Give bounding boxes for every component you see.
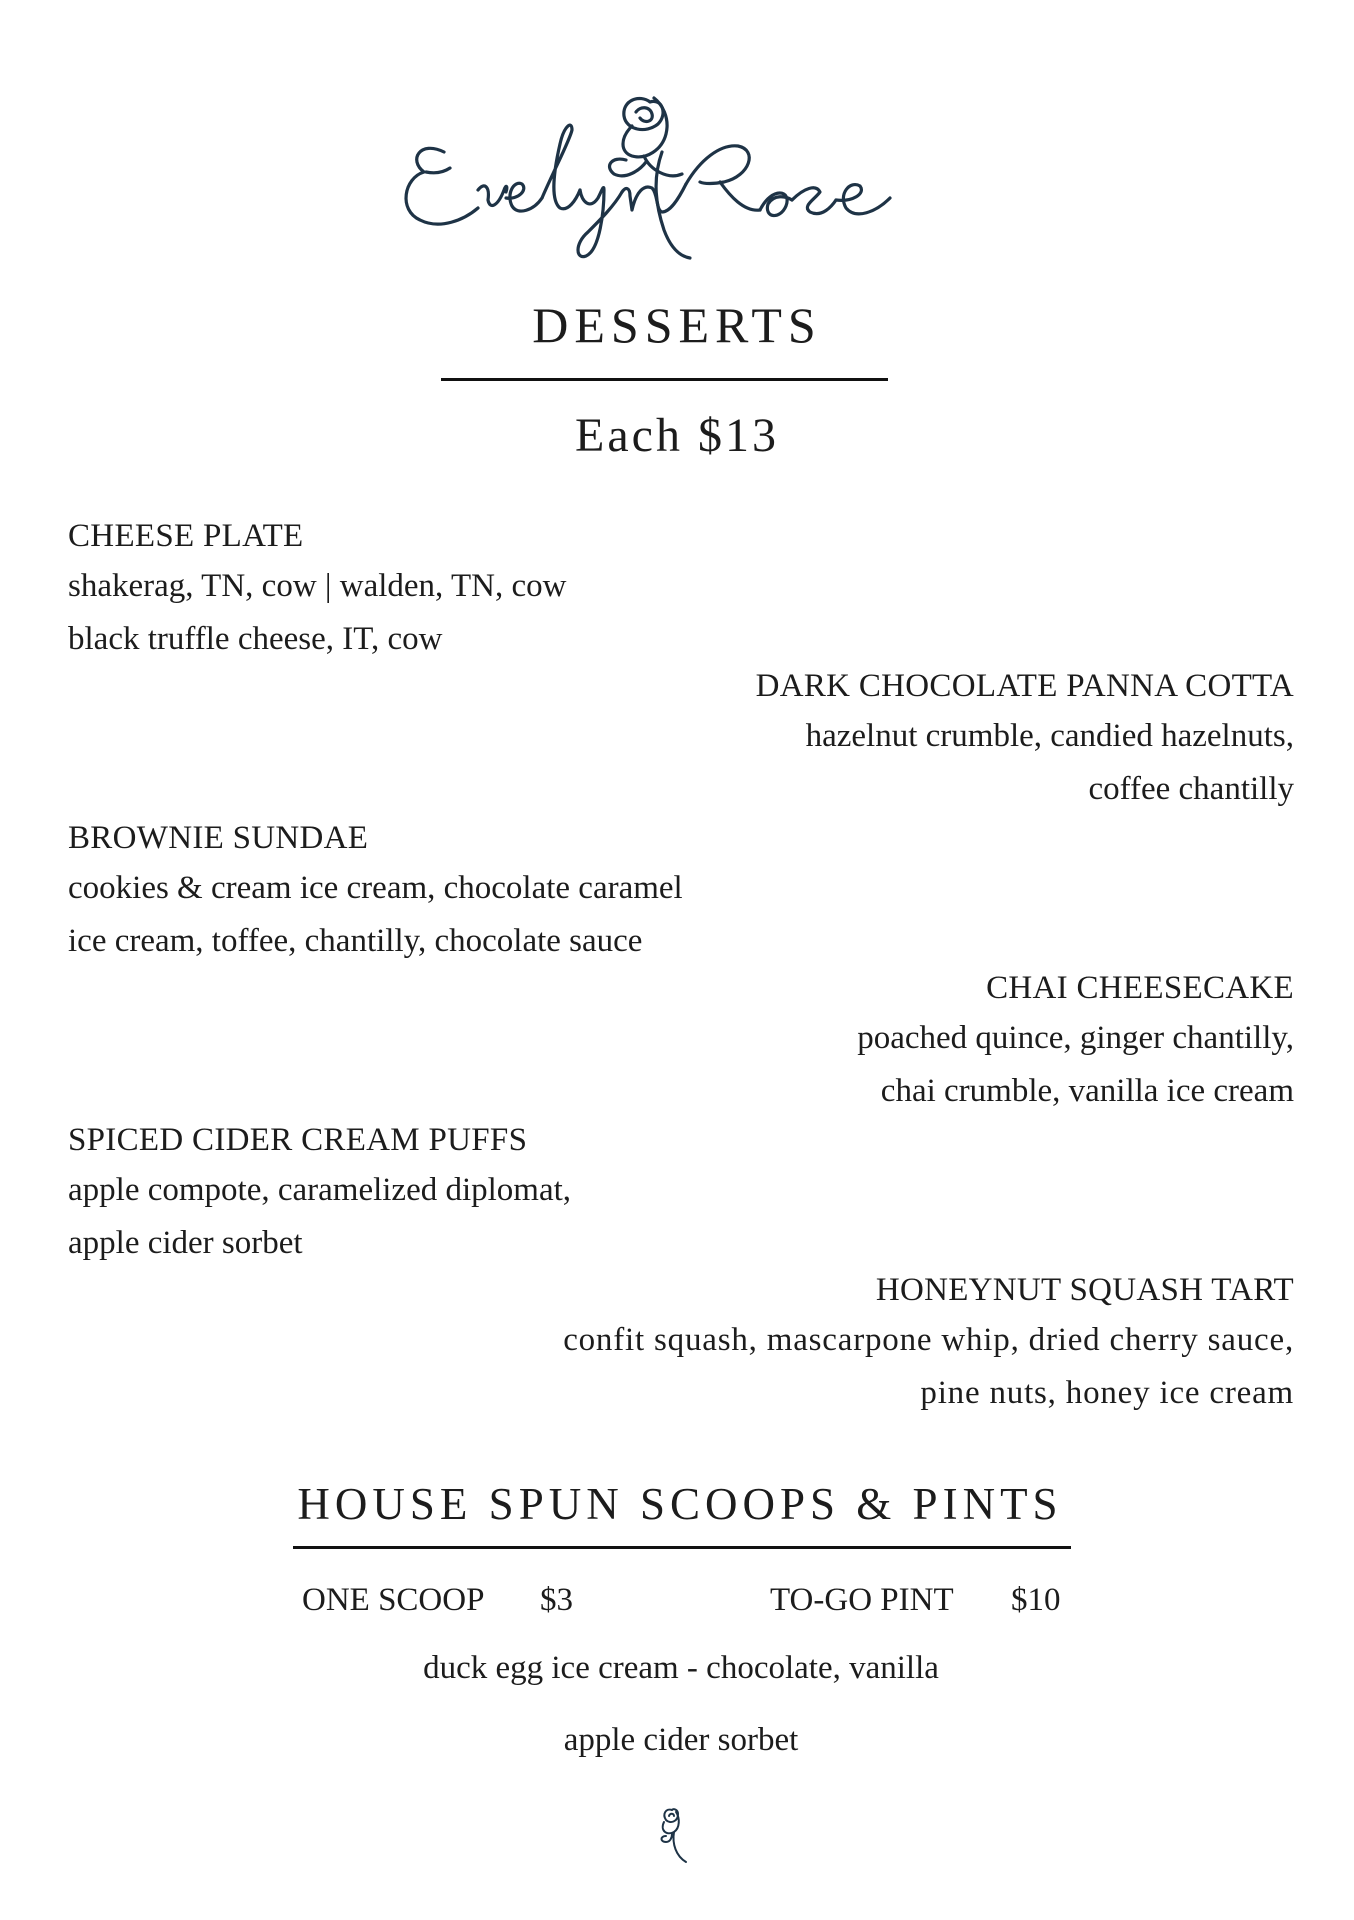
menu-item-desc: pine nuts, honey ice cream (920, 1375, 1294, 1411)
menu-item-desc: cookies & cream ice cream, chocolate caramel (68, 870, 683, 906)
heading-divider (441, 378, 888, 381)
menu-item-name: BROWNIE SUNDAE (68, 820, 369, 856)
scoops-divider (293, 1546, 1071, 1549)
price-note: Each $13 (575, 409, 779, 462)
pint-price: $10 (1011, 1582, 1061, 1618)
scoops-heading: HOUSE SPUN SCOOPS & PINTS (297, 1479, 1063, 1529)
menu-item-desc: confit squash, mascarpone whip, dried cherry sauce, (563, 1322, 1294, 1358)
menu-item-desc: hazelnut crumble, candied hazelnuts, (805, 718, 1294, 754)
menu-item-desc: shakerag, TN, cow | walden, TN, cow (68, 568, 567, 604)
menu-item-name: DARK CHOCOLATE PANNA COTTA (755, 668, 1294, 704)
flavor-line: apple cider sorbet (563, 1722, 799, 1758)
evelyn-rose-logo (400, 60, 920, 270)
menu-item-desc: apple cider sorbet (68, 1225, 303, 1261)
one-scoop-price: $3 (540, 1582, 573, 1618)
menu-item-desc: ice cream, toffee, chantilly, chocolate sauce (68, 923, 643, 959)
menu-item-desc: chai crumble, vanilla ice cream (880, 1073, 1294, 1109)
flavor-line: duck egg ice cream - chocolate, vanilla (423, 1650, 939, 1686)
desserts-heading: DESSERTS (532, 297, 822, 353)
menu-item-name: SPICED CIDER CREAM PUFFS (68, 1122, 528, 1158)
rose-icon (656, 1804, 698, 1868)
menu-item-desc: poached quince, ginger chantilly, (857, 1020, 1294, 1056)
pint-label: TO-GO PINT (770, 1582, 954, 1618)
menu-item-desc: black truffle cheese, IT, cow (68, 621, 443, 657)
menu-item-name: CHEESE PLATE (68, 518, 304, 554)
menu-item-name: CHAI CHEESECAKE (986, 970, 1294, 1006)
menu-item-name: HONEYNUT SQUASH TART (875, 1272, 1294, 1308)
one-scoop-label: ONE SCOOP (302, 1582, 485, 1618)
menu-item-desc: coffee chantilly (1088, 771, 1294, 807)
menu-item-desc: apple compote, caramelized diplomat, (68, 1172, 572, 1208)
